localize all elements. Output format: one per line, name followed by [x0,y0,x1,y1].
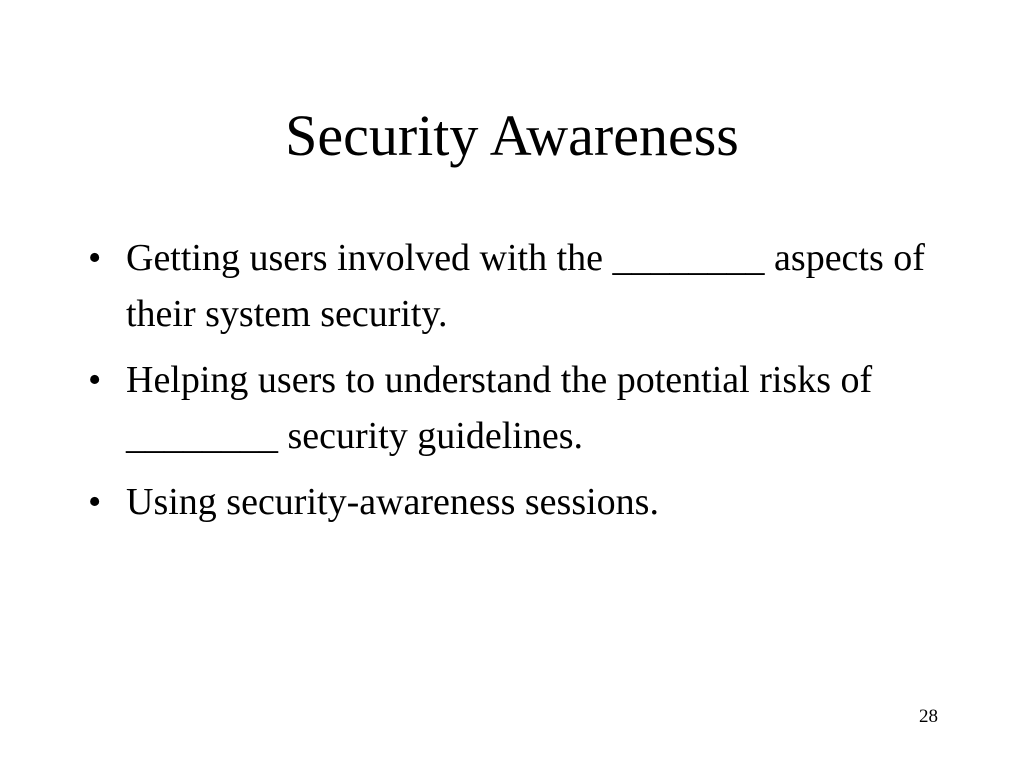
bullet-dot-icon: • [88,237,102,279]
bullet-item-risk-understanding [88,352,928,464]
bullet-dot-icon: • [88,359,102,401]
slide-title: Security Awareness [285,103,739,168]
slide-number: 28 [919,706,938,727]
bullet-item-user-involvement [88,230,928,342]
bullet-text-risk-understanding: Helping users to understand the potential risks of ________ security guidelines. [126,359,873,457]
bullet-text-user-involvement: Getting users involved with the ________ aspects of their system security. [126,237,925,335]
bullet-item-awareness-sessions [88,474,928,530]
bullet-list [88,230,928,540]
bullet-text-awareness-sessions: Using security-awareness sessions. [126,481,659,523]
bullet-dot-icon: • [88,481,102,523]
